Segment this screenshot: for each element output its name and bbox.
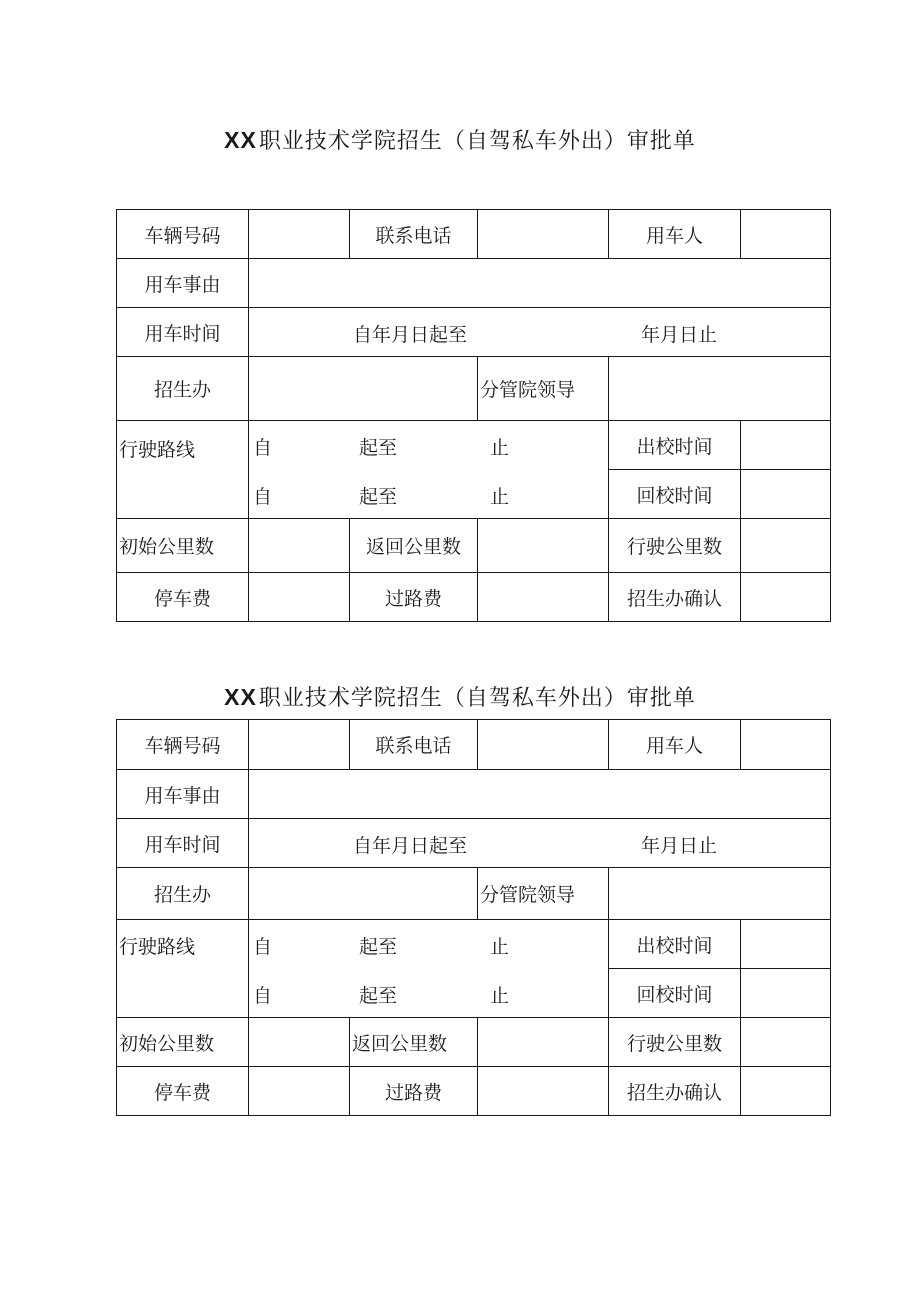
route-from-1: 自 bbox=[253, 437, 273, 459]
label-user: 用车人 bbox=[609, 720, 741, 770]
field-vehicle-no[interactable] bbox=[249, 210, 350, 259]
route-from-2: 自 bbox=[253, 485, 273, 508]
title-text: 职业技术学院招生（自驾私车外出）审批单 bbox=[258, 686, 696, 711]
field-reason[interactable] bbox=[249, 770, 831, 819]
label-contact-phone: 联系电话 bbox=[350, 720, 478, 770]
field-return-time[interactable] bbox=[741, 969, 831, 1018]
field-admissions-office[interactable] bbox=[249, 357, 478, 421]
label-time: 用车时间 bbox=[117, 819, 249, 868]
route-line-1[interactable] bbox=[249, 920, 609, 969]
field-start-km[interactable] bbox=[249, 519, 350, 573]
label-driven-km: 行驶公里数 bbox=[609, 1018, 741, 1067]
title-text: 职业技术学院招生（自驾私车外出）审批单 bbox=[258, 129, 696, 154]
label-return-km: 返回公里数 bbox=[350, 1018, 478, 1067]
field-leader[interactable] bbox=[609, 868, 831, 920]
form-title bbox=[0, 681, 920, 712]
label-return-time: 回校时间 bbox=[609, 470, 741, 519]
label-leader: 分管院领导 bbox=[478, 868, 609, 920]
field-start-km[interactable] bbox=[249, 1018, 350, 1067]
field-driven-km[interactable] bbox=[741, 519, 831, 573]
label-driven-km: 行驶公里数 bbox=[609, 519, 741, 573]
route-label-text: 行驶路线 bbox=[119, 439, 196, 461]
field-vehicle-no[interactable] bbox=[249, 720, 350, 770]
label-route bbox=[117, 920, 249, 1018]
field-toll-fee[interactable] bbox=[478, 1067, 609, 1116]
field-reason[interactable] bbox=[249, 259, 831, 308]
label-return-km: 返回公里数 bbox=[350, 519, 478, 573]
route-end-1: 止 bbox=[490, 936, 510, 958]
route-from-1: 自 bbox=[253, 936, 273, 958]
field-admissions-office[interactable] bbox=[249, 868, 478, 920]
field-depart-time[interactable] bbox=[741, 920, 831, 969]
field-parking-fee[interactable] bbox=[249, 573, 350, 622]
field-depart-time[interactable] bbox=[741, 421, 831, 470]
label-office-confirm: 招生办确认 bbox=[609, 1067, 741, 1116]
route-end-1: 止 bbox=[490, 437, 510, 459]
field-contact-phone[interactable] bbox=[478, 720, 609, 770]
route-line-2[interactable] bbox=[249, 470, 609, 519]
label-reason: 用车事由 bbox=[117, 770, 249, 819]
route-label-text: 行驶路线 bbox=[119, 936, 196, 958]
label-parking-fee: 停车费 bbox=[117, 573, 249, 622]
label-admissions-office: 招生办 bbox=[117, 868, 249, 920]
field-time[interactable] bbox=[249, 819, 831, 868]
label-route bbox=[117, 421, 249, 519]
route-end-2: 止 bbox=[490, 485, 510, 508]
label-toll-fee: 过路费 bbox=[350, 573, 478, 622]
route-via-2: 起至 bbox=[359, 984, 398, 1007]
label-admissions-office: 招生办 bbox=[117, 357, 249, 421]
label-vehicle-no: 车辆号码 bbox=[117, 720, 249, 770]
title-prefix: XX bbox=[224, 127, 257, 153]
title-prefix: XX bbox=[224, 684, 257, 710]
field-return-km[interactable] bbox=[478, 1018, 609, 1067]
label-contact-phone: 联系电话 bbox=[350, 210, 478, 259]
label-return-time: 回校时间 bbox=[609, 969, 741, 1018]
field-office-confirm[interactable] bbox=[741, 1067, 831, 1116]
label-start-km: 初始公里数 bbox=[117, 519, 249, 573]
label-parking-fee: 停车费 bbox=[117, 1067, 249, 1116]
field-return-km[interactable] bbox=[478, 519, 609, 573]
label-user: 用车人 bbox=[609, 210, 741, 259]
label-depart-time: 出校时间 bbox=[609, 920, 741, 969]
route-via-1: 起至 bbox=[359, 437, 398, 459]
field-user[interactable] bbox=[741, 210, 831, 259]
label-toll-fee: 过路费 bbox=[350, 1067, 478, 1116]
field-driven-km[interactable] bbox=[741, 1018, 831, 1067]
time-to-text: 年月日止 bbox=[641, 324, 718, 346]
route-from-2: 自 bbox=[253, 984, 273, 1007]
route-via-2: 起至 bbox=[359, 485, 398, 508]
label-vehicle-no: 车辆号码 bbox=[117, 210, 249, 259]
field-office-confirm[interactable] bbox=[741, 573, 831, 622]
field-toll-fee[interactable] bbox=[478, 573, 609, 622]
time-from-text: 自年月日起至 bbox=[353, 324, 468, 346]
time-to-text: 年月日止 bbox=[641, 835, 718, 857]
field-parking-fee[interactable] bbox=[249, 1067, 350, 1116]
label-reason: 用车事由 bbox=[117, 259, 249, 308]
label-office-confirm: 招生办确认 bbox=[609, 573, 741, 622]
route-line-1[interactable] bbox=[249, 421, 609, 470]
label-time: 用车时间 bbox=[117, 308, 249, 357]
field-return-time[interactable] bbox=[741, 470, 831, 519]
route-line-2[interactable] bbox=[249, 969, 609, 1018]
field-user[interactable] bbox=[741, 720, 831, 770]
route-via-1: 起至 bbox=[359, 936, 398, 958]
time-from-text: 自年月日起至 bbox=[353, 835, 468, 857]
label-leader: 分管院领导 bbox=[478, 357, 609, 421]
form-title bbox=[0, 124, 920, 155]
route-end-2: 止 bbox=[490, 984, 510, 1007]
approval-table bbox=[116, 719, 831, 1116]
approval-table bbox=[116, 209, 831, 622]
label-start-km: 初始公里数 bbox=[117, 1018, 249, 1067]
field-leader[interactable] bbox=[609, 357, 831, 421]
field-time[interactable] bbox=[249, 308, 831, 357]
label-depart-time: 出校时间 bbox=[609, 421, 741, 470]
field-contact-phone[interactable] bbox=[478, 210, 609, 259]
